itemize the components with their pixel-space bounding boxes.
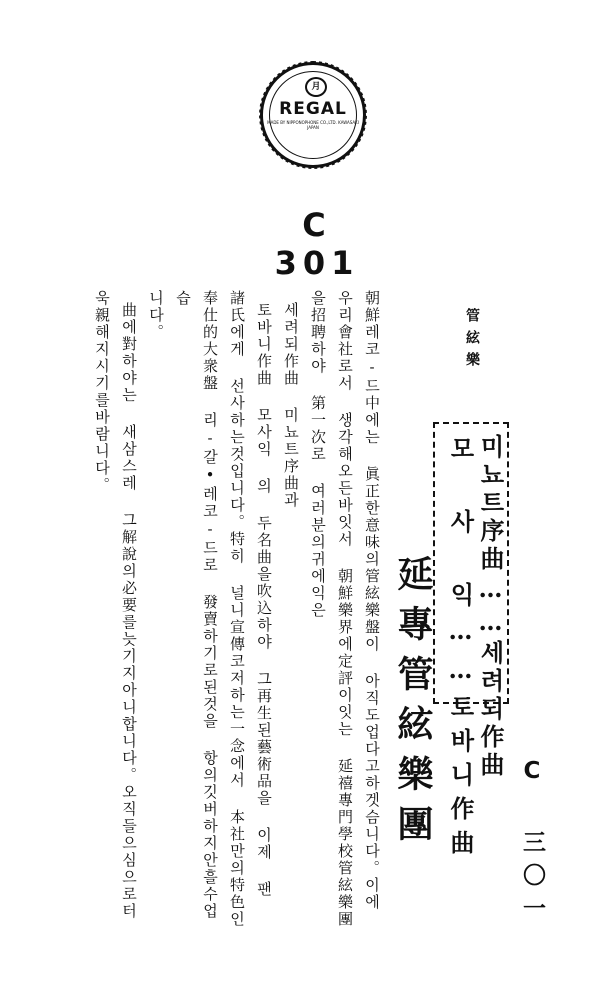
logo-name: REGAL xyxy=(279,99,347,119)
catalog-number-vertical: C 三〇一 xyxy=(519,758,545,929)
logo-subtitle: MADE BY NIPPONOPHONE CO.,LTD. KAWASAKI JAPAN xyxy=(267,120,359,130)
description-line: 세려되作曲 미뇨트序曲과 xyxy=(282,302,300,509)
title-mozart: 모 사 익……토바니作曲 xyxy=(446,436,475,864)
description-line: 우리會社로서 생각해오든바잇서 朝鮮樂界에定評이잇는 延禧專門學校管絃樂團 xyxy=(336,290,354,928)
description-line: 토바니作曲 모사익 의 두名曲을吹込하야 그再生된藝術品을 이제 팬 xyxy=(255,302,273,898)
description-text xyxy=(88,290,385,930)
description-line: 曲에對하야는 새삼스레 그解說의必要를늣기지아니합니다。오직들으심으로터 xyxy=(120,302,138,920)
description-line: 諸氏에게 선사하는것입니다。特히 널니宣傳코저하는一念에서 本社만의特色인 xyxy=(228,290,246,928)
title-serenade: 미뇨트序曲……세려되作曲 xyxy=(476,434,505,780)
performer-name: 延專管絃樂團 xyxy=(392,555,434,855)
description-line: 朝鮮레코-드中에는 眞正한意味의管絃樂盤이 아직도업다고하겟슴니다。이에 xyxy=(363,290,381,911)
logo-emblem: 月 xyxy=(305,77,327,97)
description-line: 奉仕的大衆盤 리-갈•레코-드로 發賣하기로된것을 항의깃버하지안흘수업습 xyxy=(174,290,219,920)
regal-logo xyxy=(260,62,366,168)
description-line: 을招聘하야 第一次로 여러분의귀에익은 xyxy=(309,290,327,619)
description-line: 니다。 xyxy=(147,290,165,341)
genre-label: 管絃樂 xyxy=(464,308,480,374)
catalog-number: C 301 xyxy=(274,206,360,282)
description-line: 욱親해지시기를바람니다。 xyxy=(93,290,111,494)
